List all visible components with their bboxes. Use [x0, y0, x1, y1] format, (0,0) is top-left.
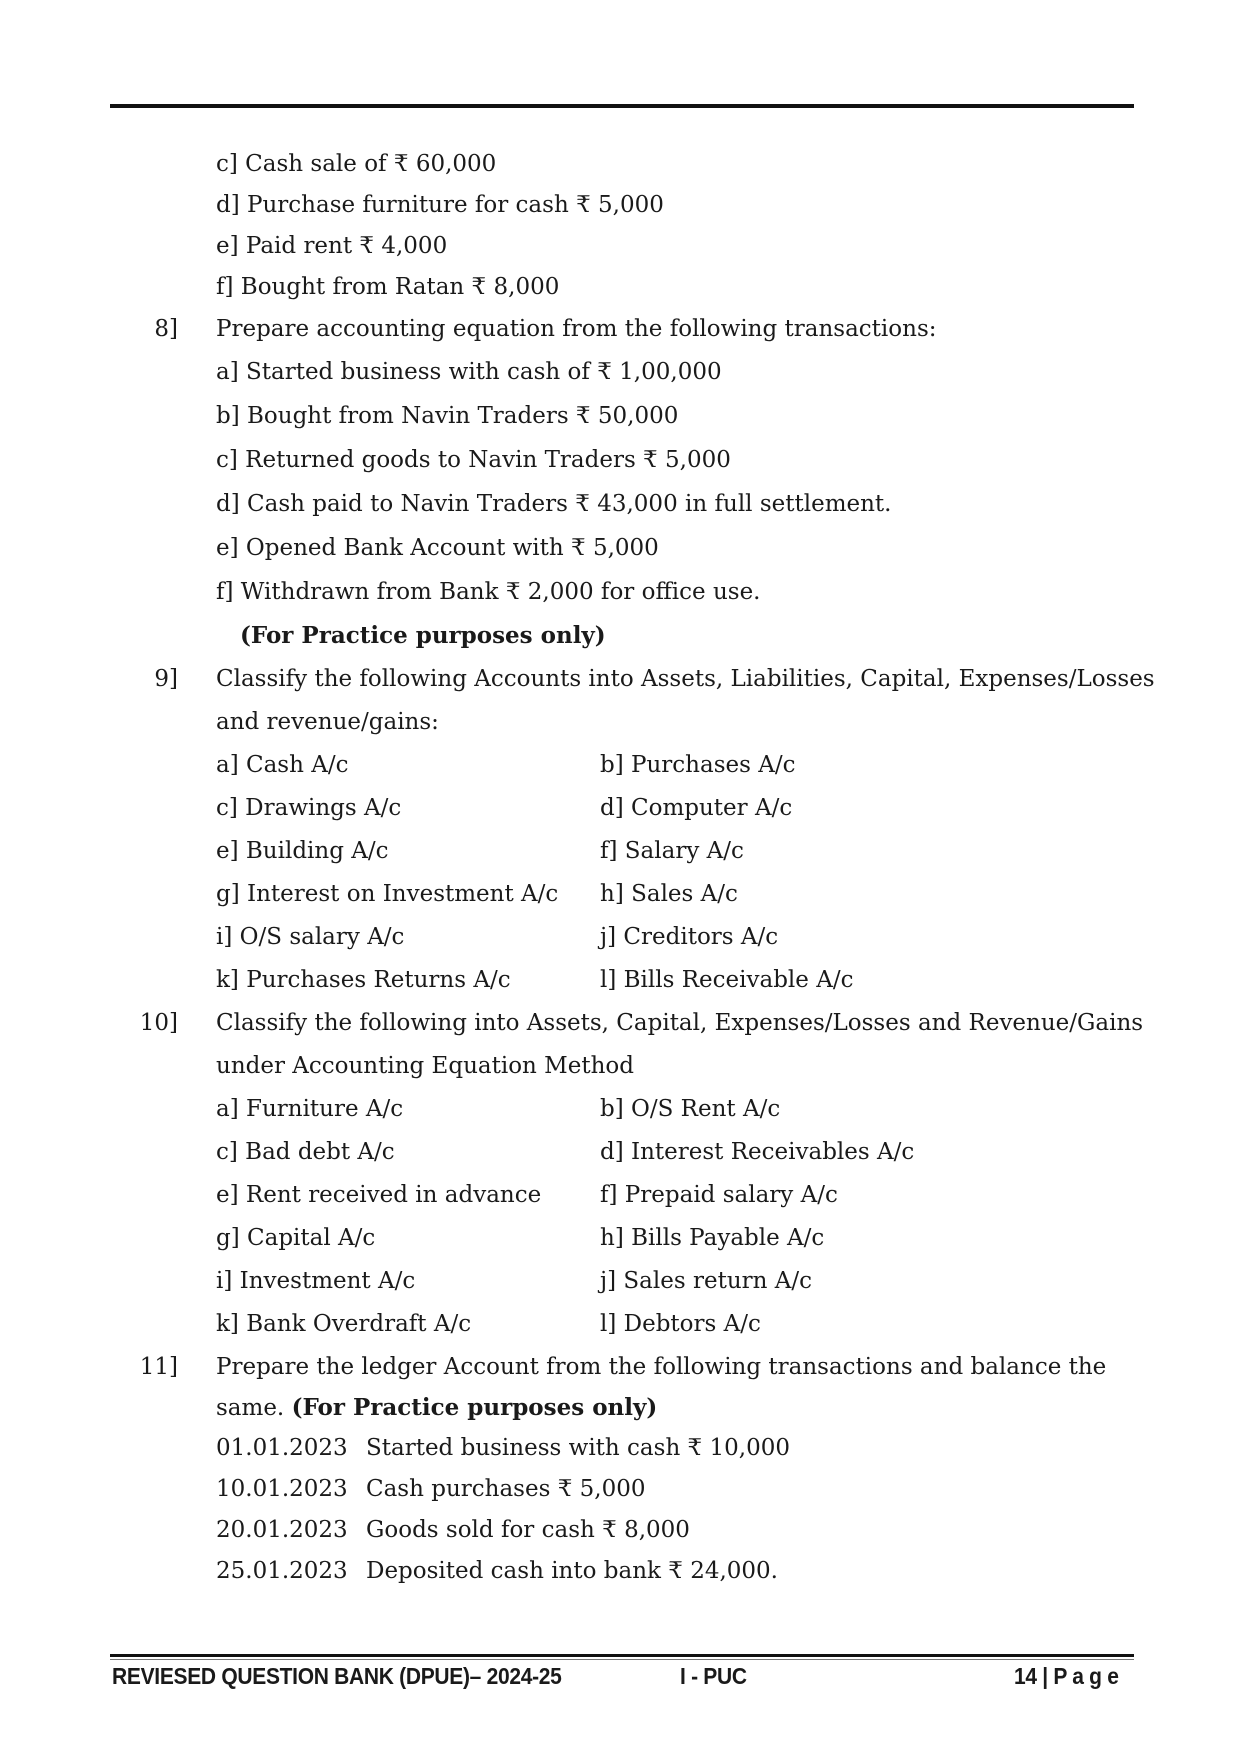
question-number: 9] [154, 666, 178, 692]
question-text: under Accounting Equation Method [216, 1053, 634, 1079]
question-text-prefix: same. [216, 1395, 285, 1421]
list-item: j] Sales return A/c [600, 1268, 812, 1294]
list-item: c] Drawings A/c [216, 795, 402, 821]
list-item: k] Purchases Returns A/c [216, 967, 511, 993]
list-item: e] Rent received in advance [216, 1182, 542, 1208]
list-item: g] Capital A/c [216, 1225, 376, 1251]
list-item: l] Bills Receivable A/c [600, 967, 854, 993]
list-item: j] Creditors A/c [600, 924, 779, 950]
entry-text: Started business with cash ₹ 10,000 [366, 1435, 790, 1461]
ledger-entry [216, 1434, 790, 1462]
entry-text: Cash purchases ₹ 5,000 [366, 1476, 646, 1502]
ledger-entry [216, 1557, 778, 1585]
question-text: Classify the following Accounts into Assets, Liabilities, Capital, Expenses/Losses [216, 666, 1155, 692]
list-item: c] Cash sale of ₹ 60,000 [216, 151, 497, 177]
list-item: c] Returned goods to Navin Traders ₹ 5,000 [216, 447, 731, 473]
practice-note: (For Practice purposes only) [291, 1394, 658, 1421]
ledger-entry [216, 1475, 646, 1503]
list-item: f] Salary A/c [600, 838, 744, 864]
question-number: 10] [139, 1010, 178, 1036]
entry-date: 25.01.2023 [216, 1558, 348, 1584]
footer-class: I - PUC [680, 1664, 747, 1690]
list-item: d] Cash paid to Navin Traders ₹ 43,000 in full settlement. [216, 491, 892, 517]
list-item: l] Debtors A/c [600, 1311, 761, 1337]
list-item: d] Purchase furniture for cash ₹ 5,000 [216, 192, 664, 218]
list-item: h] Bills Payable A/c [600, 1225, 825, 1251]
entry-text: Deposited cash into bank ₹ 24,000. [366, 1558, 778, 1584]
list-item: f] Bought from Ratan ₹ 8,000 [216, 274, 560, 300]
list-item: h] Sales A/c [600, 881, 738, 907]
entry-date: 01.01.2023 [216, 1435, 348, 1461]
entry-text: Goods sold for cash ₹ 8,000 [366, 1517, 690, 1543]
list-item: d] Interest Receivables A/c [600, 1139, 915, 1165]
list-item: e] Paid rent ₹ 4,000 [216, 233, 448, 259]
entry-date: 10.01.2023 [216, 1476, 348, 1502]
list-item: a] Started business with cash of ₹ 1,00,000 [216, 359, 722, 385]
question-text: Prepare the ledger Account from the following transactions and balance the [216, 1354, 1107, 1380]
list-item: b] O/S Rent A/c [600, 1096, 781, 1122]
list-item: a] Cash A/c [216, 752, 349, 778]
question-text: and revenue/gains: [216, 709, 439, 735]
footer-rule [110, 1654, 1134, 1657]
practice-note: (For Practice purposes only) [240, 622, 606, 649]
footer-title: REVIESED QUESTION BANK (DPUE)– 2024-25 [112, 1664, 562, 1690]
ledger-entry [216, 1516, 690, 1544]
list-item: a] Furniture A/c [216, 1096, 404, 1122]
list-item: g] Interest on Investment A/c [216, 881, 559, 907]
entry-date: 20.01.2023 [216, 1517, 348, 1543]
list-item: e] Opened Bank Account with ₹ 5,000 [216, 535, 659, 561]
question-text: Classify the following into Assets, Capital, Expenses/Losses and Revenue/Gains [216, 1010, 1144, 1036]
list-item: d] Computer A/c [600, 795, 793, 821]
question-text [216, 1394, 657, 1422]
list-item: c] Bad debt A/c [216, 1139, 395, 1165]
list-item: b] Bought from Navin Traders ₹ 50,000 [216, 403, 679, 429]
list-item: i] Investment A/c [216, 1268, 416, 1294]
question-number: 8] [154, 316, 178, 342]
list-item: f] Withdrawn from Bank ₹ 2,000 for office use. [216, 579, 761, 605]
list-item: f] Prepaid salary A/c [600, 1182, 838, 1208]
list-item: e] Building A/c [216, 838, 389, 864]
footer-page-number: 14 | P a g e [1014, 1664, 1119, 1690]
list-item: b] Purchases A/c [600, 752, 796, 778]
header-rule [110, 104, 1134, 108]
footer-rule-thin [110, 1659, 1134, 1660]
question-text: Prepare accounting equation from the following transactions: [216, 316, 937, 342]
list-item: i] O/S salary A/c [216, 924, 405, 950]
question-number: 11] [139, 1354, 178, 1380]
list-item: k] Bank Overdraft A/c [216, 1311, 472, 1337]
